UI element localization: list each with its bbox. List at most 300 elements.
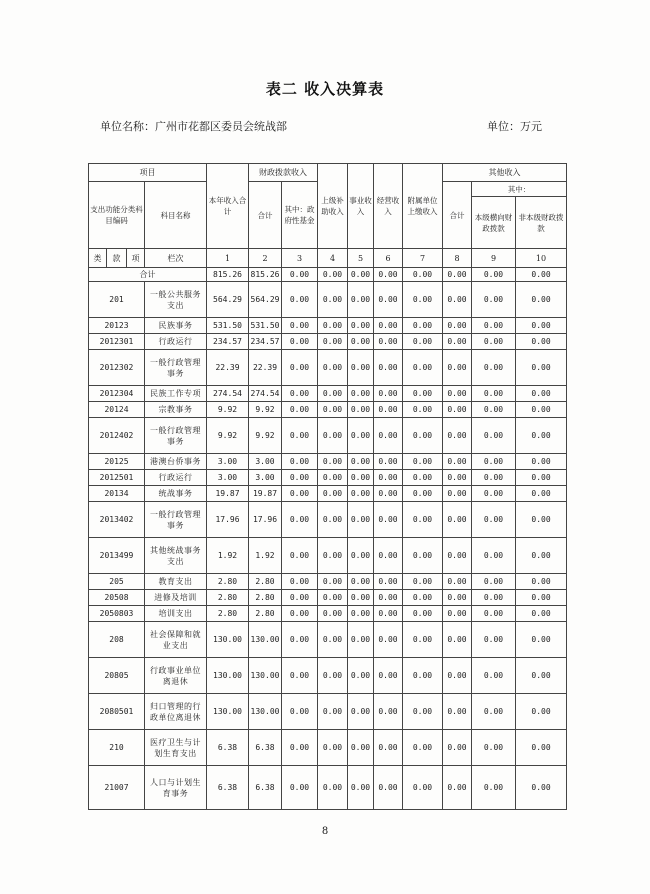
- row-value: 0.00: [348, 350, 374, 386]
- column-number: 9: [472, 249, 516, 268]
- row-value: 0.00: [348, 694, 374, 730]
- row-value: 564.29: [207, 282, 249, 318]
- table-row: [89, 658, 567, 694]
- row-value: 0.00: [403, 402, 443, 418]
- row-code: 2012402: [89, 418, 145, 454]
- row-value: 0.00: [472, 538, 516, 574]
- row-value: 130.00: [249, 622, 282, 658]
- row-value: 0.00: [403, 282, 443, 318]
- row-value: 234.57: [249, 334, 282, 350]
- row-value: 0.00: [318, 350, 348, 386]
- row-value: 0.00: [348, 766, 374, 810]
- row-value: 0.00: [443, 658, 472, 694]
- row-value: 17.96: [249, 502, 282, 538]
- row-value: 0.00: [516, 574, 567, 590]
- column-number: 5: [348, 249, 374, 268]
- row-value: 0.00: [516, 694, 567, 730]
- row-subject-name: 行政运行: [145, 334, 207, 350]
- row-value: 0.00: [443, 606, 472, 622]
- row-value: 0.00: [282, 334, 318, 350]
- column-number: 2: [249, 249, 282, 268]
- header-section: 款: [107, 249, 127, 268]
- table-row: [89, 502, 567, 538]
- row-value: 0.00: [348, 590, 374, 606]
- row-subject-name: 人口与计划生育事务: [145, 766, 207, 810]
- row-value: 0.00: [403, 658, 443, 694]
- row-value: 0.00: [282, 658, 318, 694]
- row-value: 564.29: [249, 282, 282, 318]
- row-code: 20805: [89, 658, 145, 694]
- row-subject-name: 教育支出: [145, 574, 207, 590]
- table-row: [89, 418, 567, 454]
- row-value: 0.00: [403, 334, 443, 350]
- row-value: 0.00: [443, 386, 472, 402]
- header-other-group: 其他收入: [443, 164, 567, 182]
- row-value: 0.00: [374, 486, 403, 502]
- page-title: 表二 收入决算表: [265, 80, 385, 98]
- header-other-total: 合计: [443, 182, 472, 249]
- row-value: 0.00: [516, 318, 567, 334]
- row-value: 0.00: [472, 282, 516, 318]
- row-subject-name: 医疗卫生与计划生育支出: [145, 730, 207, 766]
- row-value: 0.00: [282, 454, 318, 470]
- row-value: 19.87: [207, 486, 249, 502]
- row-value: 3.00: [249, 454, 282, 470]
- row-value: 2.80: [207, 606, 249, 622]
- row-value: 0.00: [282, 622, 318, 658]
- table-row: [89, 622, 567, 658]
- row-code: 205: [89, 574, 145, 590]
- row-subject-name: 其他统战事务支出: [145, 538, 207, 574]
- row-value: 0.00: [318, 590, 348, 606]
- row-value: 0.00: [348, 538, 374, 574]
- total-value: 0.00: [403, 268, 443, 282]
- row-value: 0.00: [472, 486, 516, 502]
- total-value: 0.00: [318, 268, 348, 282]
- total-value: 0.00: [374, 268, 403, 282]
- row-value: 0.00: [443, 318, 472, 334]
- row-value: 0.00: [403, 470, 443, 486]
- row-value: 0.00: [403, 694, 443, 730]
- row-value: 0.00: [443, 538, 472, 574]
- row-value: 0.00: [282, 502, 318, 538]
- row-value: 0.00: [374, 658, 403, 694]
- table-row: [89, 538, 567, 574]
- row-value: 1.92: [207, 538, 249, 574]
- row-value: 0.00: [403, 502, 443, 538]
- row-value: 0.00: [374, 386, 403, 402]
- row-value: 0.00: [516, 766, 567, 810]
- row-value: 0.00: [318, 282, 348, 318]
- row-value: 2.80: [249, 606, 282, 622]
- row-value: 0.00: [516, 454, 567, 470]
- row-subject-name: 进修及培训: [145, 590, 207, 606]
- row-value: 3.00: [207, 470, 249, 486]
- row-subject-name: 行政事业单位离退休: [145, 658, 207, 694]
- row-value: 0.00: [374, 454, 403, 470]
- row-value: 0.00: [443, 454, 472, 470]
- row-value: 0.00: [374, 730, 403, 766]
- row-value: 6.38: [249, 766, 282, 810]
- row-value: 0.00: [348, 486, 374, 502]
- row-value: 0.00: [472, 386, 516, 402]
- row-value: 0.00: [516, 418, 567, 454]
- row-value: 0.00: [443, 350, 472, 386]
- header-superior-subsidy: 上级补助收入: [318, 164, 348, 249]
- row-value: 130.00: [249, 694, 282, 730]
- table-row: [89, 282, 567, 318]
- row-code: 208: [89, 622, 145, 658]
- table-row: [89, 694, 567, 730]
- row-value: 234.57: [207, 334, 249, 350]
- row-value: 531.50: [207, 318, 249, 334]
- header-class: 类: [89, 249, 107, 268]
- header-other-non-same: 非本级财政拨款: [516, 197, 567, 249]
- row-value: 0.00: [472, 502, 516, 538]
- row-value: 0.00: [443, 766, 472, 810]
- row-value: 0.00: [282, 606, 318, 622]
- row-value: 274.54: [207, 386, 249, 402]
- total-value: 0.00: [443, 268, 472, 282]
- row-subject-name: 社会保障和就业支出: [145, 622, 207, 658]
- row-value: 0.00: [472, 418, 516, 454]
- row-value: 0.00: [516, 538, 567, 574]
- row-value: 0.00: [516, 470, 567, 486]
- row-value: 0.00: [443, 694, 472, 730]
- row-value: 0.00: [403, 454, 443, 470]
- row-value: 0.00: [374, 282, 403, 318]
- row-value: 0.00: [282, 730, 318, 766]
- row-value: 0.00: [443, 470, 472, 486]
- header-annual-income: 本年收入合计: [207, 164, 249, 249]
- column-number: 6: [374, 249, 403, 268]
- row-code: 2013402: [89, 502, 145, 538]
- row-value: 0.00: [318, 486, 348, 502]
- row-code: 2080501: [89, 694, 145, 730]
- row-value: 0.00: [318, 454, 348, 470]
- row-value: 0.00: [516, 606, 567, 622]
- column-number: 7: [403, 249, 443, 268]
- column-number: 4: [318, 249, 348, 268]
- table-row: [89, 730, 567, 766]
- row-value: 0.00: [282, 470, 318, 486]
- header-project: 项目: [89, 164, 207, 182]
- table-row: [89, 470, 567, 486]
- row-value: 0.00: [318, 502, 348, 538]
- row-value: 0.00: [516, 486, 567, 502]
- row-value: 0.00: [318, 658, 348, 694]
- row-value: 0.00: [443, 574, 472, 590]
- row-value: 0.00: [374, 622, 403, 658]
- row-subject-name: 民族事务: [145, 318, 207, 334]
- row-code: 20508: [89, 590, 145, 606]
- row-value: 0.00: [374, 318, 403, 334]
- row-value: 0.00: [282, 590, 318, 606]
- row-code: 2012301: [89, 334, 145, 350]
- row-value: 0.00: [348, 730, 374, 766]
- row-value: 0.00: [443, 622, 472, 658]
- row-value: 0.00: [403, 766, 443, 810]
- table-row: [89, 454, 567, 470]
- row-code: 20134: [89, 486, 145, 502]
- row-value: 0.00: [374, 538, 403, 574]
- row-code: 20124: [89, 402, 145, 418]
- unit-name: 单位名称：广州市花都区委员会统战部: [100, 120, 287, 133]
- row-value: 0.00: [443, 730, 472, 766]
- row-value: 0.00: [443, 402, 472, 418]
- row-value: 0.00: [348, 318, 374, 334]
- row-value: 130.00: [207, 694, 249, 730]
- row-value: 0.00: [443, 418, 472, 454]
- total-value: 0.00: [516, 268, 567, 282]
- row-value: 0.00: [318, 318, 348, 334]
- row-value: 0.00: [318, 606, 348, 622]
- row-value: 0.00: [348, 282, 374, 318]
- table-row: [89, 606, 567, 622]
- row-value: 0.00: [374, 766, 403, 810]
- total-value: 0.00: [282, 268, 318, 282]
- row-value: 0.00: [516, 386, 567, 402]
- row-value: 0.00: [318, 470, 348, 486]
- row-value: 0.00: [282, 350, 318, 386]
- header-fiscal-group: 财政拨款收入: [249, 164, 318, 182]
- row-value: 0.00: [348, 658, 374, 694]
- header-func-code: 支出功能分类科目编码: [89, 182, 145, 249]
- row-value: 0.00: [348, 418, 374, 454]
- row-value: 0.00: [318, 622, 348, 658]
- row-subject-name: 一般行政管理事务: [145, 502, 207, 538]
- row-value: 0.00: [282, 538, 318, 574]
- row-value: 0.00: [403, 386, 443, 402]
- table-row: [89, 402, 567, 418]
- row-value: 0.00: [443, 590, 472, 606]
- table-row: [89, 590, 567, 606]
- row-value: 130.00: [207, 658, 249, 694]
- table-row: [89, 334, 567, 350]
- row-value: 19.87: [249, 486, 282, 502]
- header-other-same-level: 本级横向财政拨款: [472, 197, 516, 249]
- row-value: 0.00: [282, 282, 318, 318]
- row-value: 0.00: [472, 318, 516, 334]
- row-value: 0.00: [516, 658, 567, 694]
- row-code: 201: [89, 282, 145, 318]
- row-value: 0.00: [318, 574, 348, 590]
- row-value: 0.00: [282, 694, 318, 730]
- row-value: 0.00: [472, 606, 516, 622]
- row-value: 0.00: [403, 418, 443, 454]
- row-value: 0.00: [403, 486, 443, 502]
- row-value: 0.00: [516, 730, 567, 766]
- row-value: 0.00: [374, 694, 403, 730]
- row-value: 0.00: [348, 386, 374, 402]
- row-value: 0.00: [472, 470, 516, 486]
- row-value: 0.00: [516, 502, 567, 538]
- row-value: 531.50: [249, 318, 282, 334]
- currency-unit: 单位：万元: [487, 120, 542, 133]
- table-row: [89, 574, 567, 590]
- total-label: 合计: [89, 268, 207, 282]
- header-career-income: 事业收入: [348, 164, 374, 249]
- row-code: 2012304: [89, 386, 145, 402]
- row-value: 0.00: [472, 350, 516, 386]
- row-value: 0.00: [516, 402, 567, 418]
- total-value: 0.00: [348, 268, 374, 282]
- row-value: 0.00: [374, 590, 403, 606]
- row-value: 0.00: [282, 486, 318, 502]
- row-value: 0.00: [516, 334, 567, 350]
- row-value: 0.00: [472, 766, 516, 810]
- row-value: 6.38: [207, 766, 249, 810]
- row-value: 0.00: [318, 402, 348, 418]
- row-value: 0.00: [348, 502, 374, 538]
- row-value: 0.00: [282, 766, 318, 810]
- row-value: 0.00: [472, 454, 516, 470]
- row-value: 0.00: [348, 402, 374, 418]
- row-value: 0.00: [348, 334, 374, 350]
- row-value: 17.96: [207, 502, 249, 538]
- row-subject-name: 培训支出: [145, 606, 207, 622]
- table-row: [89, 318, 567, 334]
- row-value: 1.92: [249, 538, 282, 574]
- column-number: 3: [282, 249, 318, 268]
- row-code: 21007: [89, 766, 145, 810]
- row-value: 0.00: [318, 386, 348, 402]
- header-subject-name: 科目名称: [145, 182, 207, 249]
- total-value: 0.00: [472, 268, 516, 282]
- row-value: 9.92: [207, 402, 249, 418]
- row-value: 0.00: [516, 590, 567, 606]
- row-value: 0.00: [374, 574, 403, 590]
- row-value: 0.00: [403, 730, 443, 766]
- row-value: 0.00: [318, 538, 348, 574]
- row-subject-name: 民族工作专项: [145, 386, 207, 402]
- header-affiliated-income: 附属单位上缴收入: [403, 164, 443, 249]
- row-value: 3.00: [249, 470, 282, 486]
- row-value: 0.00: [318, 730, 348, 766]
- row-value: 22.39: [207, 350, 249, 386]
- table-row: [89, 486, 567, 502]
- row-value: 0.00: [403, 318, 443, 334]
- row-value: 0.00: [318, 334, 348, 350]
- row-value: 2.80: [249, 574, 282, 590]
- row-value: 0.00: [403, 574, 443, 590]
- row-value: 0.00: [472, 334, 516, 350]
- row-value: 0.00: [472, 590, 516, 606]
- row-subject-name: 归口管理的行政单位离退休: [145, 694, 207, 730]
- row-value: 0.00: [403, 590, 443, 606]
- row-value: 0.00: [318, 418, 348, 454]
- row-value: 22.39: [249, 350, 282, 386]
- row-value: 0.00: [282, 318, 318, 334]
- row-value: 6.38: [207, 730, 249, 766]
- row-value: 0.00: [348, 574, 374, 590]
- row-value: 3.00: [207, 454, 249, 470]
- row-value: 0.00: [318, 694, 348, 730]
- header-operating-income: 经营收入: [374, 164, 403, 249]
- row-value: 0.00: [472, 574, 516, 590]
- row-value: 0.00: [282, 418, 318, 454]
- row-subject-name: 行政运行: [145, 470, 207, 486]
- row-value: 0.00: [374, 606, 403, 622]
- header-item: 项: [127, 249, 145, 268]
- row-value: 9.92: [249, 402, 282, 418]
- row-value: 0.00: [443, 486, 472, 502]
- row-value: 0.00: [348, 454, 374, 470]
- header-col-label: 栏次: [145, 249, 207, 268]
- row-code: 20125: [89, 454, 145, 470]
- row-value: 0.00: [516, 622, 567, 658]
- row-value: 0.00: [348, 622, 374, 658]
- row-value: 0.00: [374, 334, 403, 350]
- row-value: 0.00: [443, 502, 472, 538]
- page-number: 8: [321, 826, 329, 837]
- row-value: 0.00: [516, 350, 567, 386]
- row-value: 2.80: [207, 590, 249, 606]
- table-row: [89, 386, 567, 402]
- row-value: 2.80: [249, 590, 282, 606]
- row-value: 130.00: [207, 622, 249, 658]
- row-value: 0.00: [472, 402, 516, 418]
- row-value: 0.00: [374, 350, 403, 386]
- row-subject-name: 一般行政管理事务: [145, 350, 207, 386]
- row-code: 2012302: [89, 350, 145, 386]
- row-value: 0.00: [374, 418, 403, 454]
- row-value: 0.00: [403, 350, 443, 386]
- header-fiscal-total: 合计: [249, 182, 282, 249]
- row-value: 2.80: [207, 574, 249, 590]
- column-number: 10: [516, 249, 567, 268]
- row-value: 0.00: [282, 386, 318, 402]
- row-value: 0.00: [443, 282, 472, 318]
- row-value: 0.00: [282, 574, 318, 590]
- total-value: 815.26: [207, 268, 249, 282]
- row-value: 0.00: [472, 730, 516, 766]
- header-other-of-which: 其中：: [472, 182, 567, 197]
- row-value: 6.38: [249, 730, 282, 766]
- row-value: 0.00: [472, 658, 516, 694]
- row-value: 0.00: [403, 538, 443, 574]
- row-value: 0.00: [443, 334, 472, 350]
- row-value: 0.00: [282, 402, 318, 418]
- row-code: 2013499: [89, 538, 145, 574]
- row-value: 0.00: [374, 502, 403, 538]
- row-value: 0.00: [318, 766, 348, 810]
- row-value: 0.00: [472, 694, 516, 730]
- income-table: [88, 163, 567, 810]
- row-subject-name: 一般行政管理事务: [145, 418, 207, 454]
- row-code: 210: [89, 730, 145, 766]
- row-value: 0.00: [348, 470, 374, 486]
- row-subject-name: 统战事务: [145, 486, 207, 502]
- row-value: 0.00: [472, 622, 516, 658]
- row-value: 0.00: [403, 622, 443, 658]
- row-subject-name: 一般公共服务支出: [145, 282, 207, 318]
- header-fiscal-of-which: 其中：政府性基金: [282, 182, 318, 249]
- row-subject-name: 宗教事务: [145, 402, 207, 418]
- row-value: 0.00: [403, 606, 443, 622]
- row-value: 130.00: [249, 658, 282, 694]
- row-value: 274.54: [249, 386, 282, 402]
- column-number: 8: [443, 249, 472, 268]
- table-row: [89, 350, 567, 386]
- row-value: 0.00: [374, 402, 403, 418]
- row-value: 0.00: [348, 606, 374, 622]
- total-value: 815.26: [249, 268, 282, 282]
- row-code: 2012501: [89, 470, 145, 486]
- column-number: 1: [207, 249, 249, 268]
- row-value: 0.00: [374, 470, 403, 486]
- row-code: 20123: [89, 318, 145, 334]
